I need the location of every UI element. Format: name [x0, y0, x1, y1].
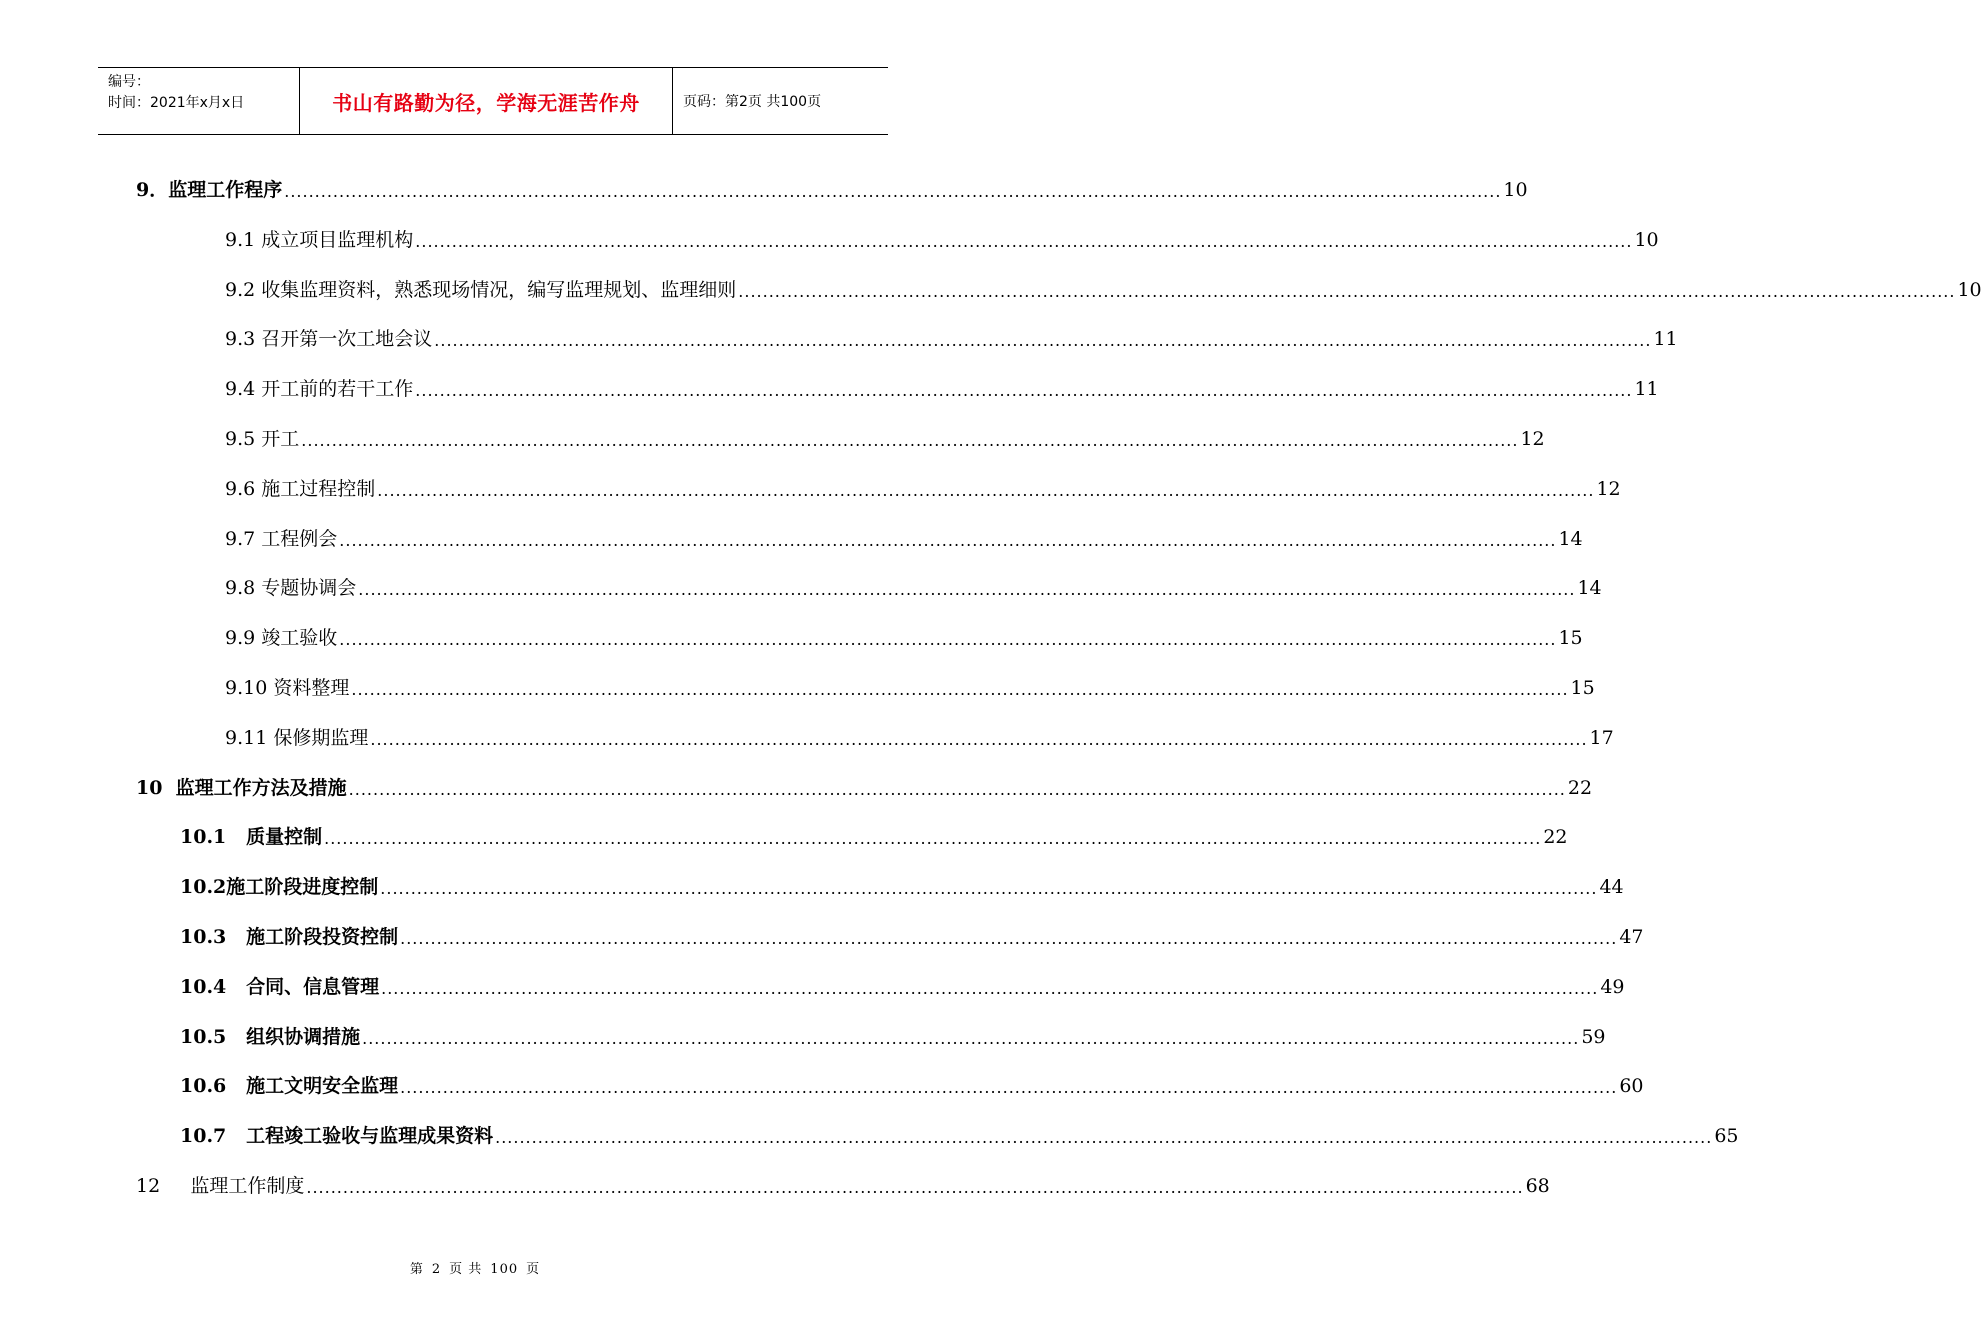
toc-leader-dots: ........................................................................................................................................................................................................	[324, 829, 1542, 848]
toc-entry-page: 68	[1525, 1175, 1550, 1197]
toc-entry-title: 10 监理工作方法及措施	[136, 777, 347, 799]
toc-leader-dots: ........................................................................................................................................................................................................	[381, 979, 1599, 998]
toc-entry[interactable]	[225, 573, 1602, 601]
toc-leader-dots: ........................................................................................................................................................................................................	[400, 1078, 1618, 1097]
toc-entry[interactable]	[225, 275, 1982, 303]
toc-leader-dots: ........................................................................................................................................................................................................	[738, 282, 1956, 301]
toc-leader-dots: ........................................................................................................................................................................................................	[400, 929, 1618, 948]
toc-entry[interactable]	[180, 1022, 1606, 1050]
toc-entry[interactable]	[180, 922, 1644, 950]
toc-entry[interactable]	[225, 723, 1614, 751]
toc-entry-page: 10	[1957, 279, 1982, 301]
toc-leader-dots: ........................................................................................................................................................................................................	[351, 680, 1569, 699]
toc-entry-page: 59	[1581, 1026, 1606, 1048]
toc-entry-page: 14	[1577, 577, 1602, 599]
toc-entry-title: 9.11 保修期监理	[225, 727, 369, 749]
toc-entry-title: 9.2 收集监理资料，熟悉现场情况，编写监理规划、监理细则	[225, 279, 737, 301]
toc-leader-dots: ........................................................................................................................................................................................................	[284, 182, 1502, 201]
footer-suffix: 页	[526, 1262, 541, 1277]
toc-entry[interactable]	[225, 623, 1583, 651]
toc-entry-page: 11	[1653, 328, 1678, 350]
toc-entry-title: 9.9 竣工验收	[225, 627, 338, 649]
toc-entry-title: 10.1 质量控制	[180, 826, 323, 848]
toc-entry-title: 9．监理工作程序	[136, 179, 283, 201]
toc-leader-dots: ........................................................................................................................................................................................................	[358, 580, 1576, 599]
toc-entry[interactable]	[225, 474, 1621, 502]
footer-mid: 页 共	[449, 1262, 483, 1277]
toc-entry-page: 12	[1596, 478, 1621, 500]
toc-entry[interactable]	[225, 324, 1678, 352]
toc-entry[interactable]	[180, 972, 1625, 1000]
toc-entry-title: 9.7 工程例会	[225, 528, 338, 550]
toc-leader-dots: ........................................................................................................................................................................................................	[301, 431, 1519, 450]
toc-leader-dots: ........................................................................................................................................................................................................	[306, 1178, 1524, 1197]
footer-total: 100	[490, 1262, 519, 1277]
header-motto: 书山有路勤为径，学海无涯苦作舟	[300, 68, 673, 134]
toc-leader-dots: ........................................................................................................................................................................................................	[415, 381, 1633, 400]
toc-entry[interactable]	[180, 822, 1568, 850]
toc-entry-page: 10	[1634, 229, 1659, 251]
toc-entry-title: 10.4 合同、信息管理	[180, 976, 380, 998]
toc-leader-dots: ........................................................................................................................................................................................................	[415, 232, 1633, 251]
toc-leader-dots: ........................................................................................................................................................................................................	[339, 630, 1557, 649]
toc-entry-title: 9.6 施工过程控制	[225, 478, 376, 500]
toc-leader-dots: ........................................................................................................................................................................................................	[434, 331, 1652, 350]
time-label: 时间：2021年x月x日	[108, 95, 245, 111]
page-header	[98, 67, 888, 135]
toc-entry-title: 10.2施工阶段进度控制	[180, 876, 379, 898]
number-label: 编号：	[108, 74, 150, 90]
toc-entry-page: 14	[1558, 528, 1583, 550]
toc-entry-page: 47	[1619, 926, 1644, 948]
toc-entry-title: 9.8 专题协调会	[225, 577, 357, 599]
toc-entry-title: 12 监理工作制度	[136, 1175, 305, 1197]
toc-entry[interactable]	[225, 424, 1545, 452]
toc-entry-title: 10.3 施工阶段投资控制	[180, 926, 399, 948]
toc-entry[interactable]	[180, 872, 1624, 900]
toc-entry-title: 9.1 成立项目监理机构	[225, 229, 414, 251]
toc-leader-dots: ........................................................................................................................................................................................................	[339, 531, 1557, 550]
toc-leader-dots: ........................................................................................................................................................................................................	[370, 730, 1588, 749]
toc-entry[interactable]	[225, 673, 1595, 701]
toc-entry-page: 11	[1634, 378, 1659, 400]
toc-entry-title: 10.7 工程竣工验收与监理成果资料	[180, 1125, 494, 1147]
toc-entry-page: 17	[1589, 727, 1614, 749]
toc-entry-page: 60	[1619, 1075, 1644, 1097]
toc-entry-title: 9.3 召开第一次工地会议	[225, 328, 433, 350]
toc-entry[interactable]	[136, 1171, 1550, 1199]
toc-leader-dots: ........................................................................................................................................................................................................	[495, 1128, 1713, 1147]
footer-prefix: 第	[409, 1262, 424, 1277]
toc-leader-dots: ........................................................................................................................................................................................................	[348, 780, 1566, 799]
toc-entry[interactable]	[136, 175, 1528, 203]
toc-entry-page: 49	[1600, 976, 1625, 998]
toc-entry-title: 10.5 组织协调措施	[180, 1026, 361, 1048]
toc-entry[interactable]	[180, 1121, 1739, 1149]
toc-entry-title: 10.6 施工文明安全监理	[180, 1075, 399, 1097]
toc-leader-dots: ........................................................................................................................................................................................................	[380, 879, 1598, 898]
toc-entry[interactable]	[225, 225, 1659, 253]
toc-entry-title: 9.4 开工前的若干工作	[225, 378, 414, 400]
toc-entry[interactable]	[180, 1071, 1644, 1099]
toc-entry-title: 9.10 资料整理	[225, 677, 350, 699]
header-meta	[98, 68, 300, 134]
toc-entry-page: 22	[1543, 826, 1568, 848]
toc-entry-page: 15	[1570, 677, 1595, 699]
header-page-info: 页码：第2页 共100页	[683, 94, 822, 110]
footer-page: 2	[431, 1262, 442, 1277]
toc-entry-page: 12	[1520, 428, 1545, 450]
toc-entry-page: 65	[1714, 1125, 1739, 1147]
toc-entry[interactable]	[225, 374, 1659, 402]
toc-entry[interactable]	[136, 773, 1593, 801]
toc-entry-title: 9.5 开工	[225, 428, 300, 450]
toc-entry-page: 15	[1558, 627, 1583, 649]
toc-entry[interactable]	[225, 524, 1583, 552]
toc-leader-dots: ........................................................................................................................................................................................................	[362, 1029, 1580, 1048]
toc-entry-page: 22	[1567, 777, 1593, 799]
page-footer	[0, 1258, 950, 1277]
toc-entry-page: 44	[1599, 876, 1624, 898]
toc-leader-dots: ........................................................................................................................................................................................................	[377, 481, 1595, 500]
toc-entry-page: 10	[1503, 179, 1528, 201]
